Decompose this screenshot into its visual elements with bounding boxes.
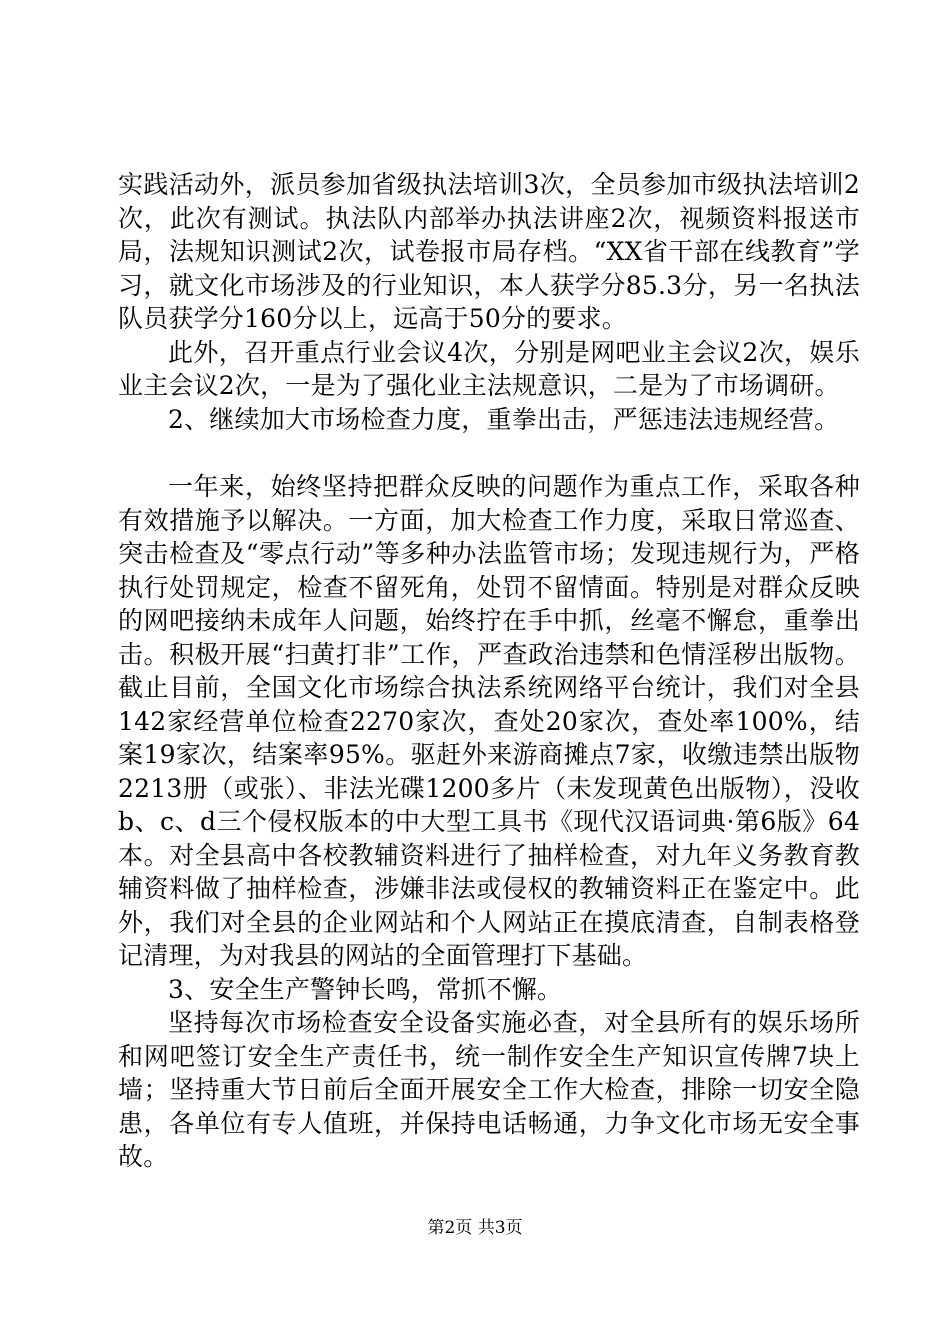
document-body	[118, 168, 860, 1174]
paragraph-safety: 坚持每次市场检查安全设备实施必查，对全县所有的娱乐场所和网吧签订安全生产责任书，统一制作安全生产知识宣传牌7块上墙；坚持重大节日前后全面开展安全工作大检查，排除一切安全隐患，各单位有专人值班，并保持电话畅通，力争文化市场无安全事故。	[118, 1008, 860, 1171]
paragraph-industry-meetings: 此外，召开重点行业会议4次，分别是网吧业主会议2次，娱乐业主会议2次，一是为了强化业主法规意识，二是为了市场调研。	[118, 337, 860, 400]
section-heading-safety: 3、安全生产警钟长鸣，常抓不懈。	[168, 974, 563, 1004]
paragraph-market-inspection: 一年来，始终坚持把群众反映的问题作为重点工作，采取各种有效措施予以解决。一方面，加大检查工作力度，采取日常巡查、突击检查及“零点行动”等多种办法监管市场；发现违规行为，严格执行处罚规定，检查不留死角，处罚不留情面。特别是对群众反映的网吧接纳未成年人问题，始终拧在手中抓，丝毫不懈怠，重拳出击。积极开展“扫黄打非”工作，严查政治违禁和色情淫秽出版物。截止目前，全国文化市场综合执法系统网络平台统计，我们对全县142家经营单位检查2270家次，查处20家次，查处率100%，结案19家次，结案率95%。驱赶外来游商摊点7家，收缴违禁出版物2213册（或张）、非法光碟1200多片（未发现黄色出版物），没收b、c、d三个侵权版本的中大型工具书《现代汉语词典·第6版》64本。对全县高中各校教辅资料进行了抽样检查，对九年义务教育教辅资料做了抽样检查，涉嫌非法或侵权的教辅资料正在鉴定中。此外，我们对全县的企业网站和个人网站正在摸底清查，自制表格登记清理，为对我县的网站的全面管理打下基础。	[118, 472, 860, 970]
section-heading-market-inspection: 2、继续加大市场检查力度，重拳出击，严惩违法违规经营。	[168, 404, 840, 434]
paragraph-training: 实践活动外，派员参加省级执法培训3次，全员参加市级执法培训2次，此次有测试。执法队内部举办执法讲座2次，视频资料报送市局，法规知识测试2次，试卷报市局存档。“XX省干部在线教育”学习，就文化市场涉及的行业知识，本人获学分85.3分，另一名执法队员获学分160分以上，远高于50分的要求。	[118, 170, 860, 333]
page-footer: 第2页 共3页	[427, 1218, 523, 1238]
